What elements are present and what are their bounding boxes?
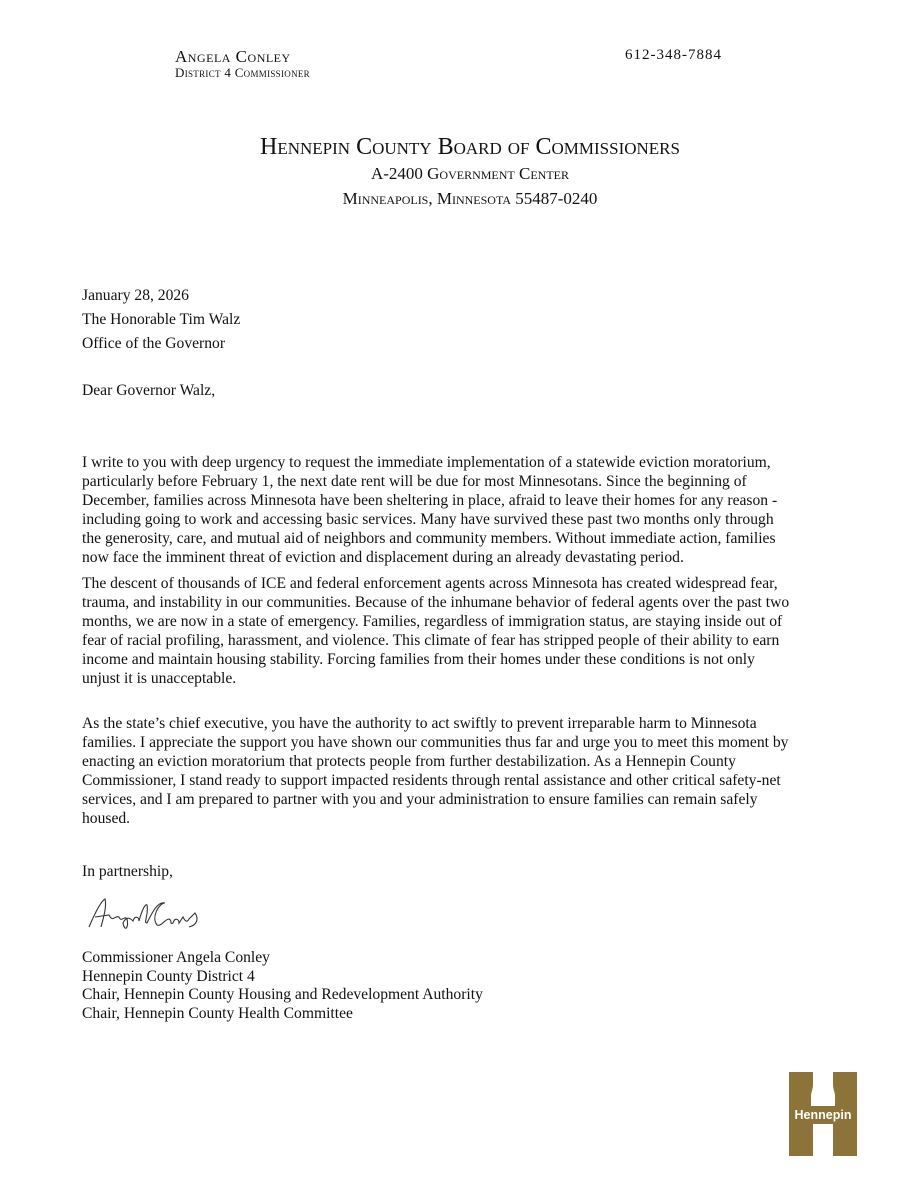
text-line: enacting an eviction moratorium that protects people from further destabilization. As a Hennepin County — [82, 753, 736, 770]
signature-block — [82, 949, 483, 1023]
address-line-1: A-2400 Government Center — [370, 164, 570, 183]
letter-date: January 28, 2026 — [82, 287, 189, 304]
text-line: now face the imminent threat of eviction and displacement during an already devastating period. — [82, 549, 684, 566]
signer-district: Hennepin County District 4 — [82, 967, 255, 985]
text-line: housed. — [82, 810, 131, 827]
greeting: Dear Governor Walz, — [82, 382, 216, 399]
signer-name: Commissioner Angela Conley — [82, 949, 270, 966]
text-line: The descent of thousands of ICE and federal enforcement agents across Minnesota has created widespread fear, — [82, 575, 778, 592]
handwritten-signature — [85, 893, 205, 938]
text-line: services, and I am prepared to partner with you and your administration to ensure families can remain safely — [82, 791, 758, 808]
text-line: families. I appreciate the support you have shown our communities thus far and urge you to meet this moment by — [82, 734, 789, 751]
address-line-2: Minneapolis, Minnesota 55487-0240 — [342, 189, 598, 208]
svg-text:Hennepin: Hennepin — [794, 1108, 852, 1122]
closing: In partnership, — [82, 863, 173, 880]
paragraph-1 — [82, 453, 777, 567]
paragraph-3 — [82, 714, 788, 828]
text-line: Commissioner, I stand ready to support impacted residents through rental assistance and other critical safety-net — [82, 772, 781, 789]
paragraph-2 — [82, 574, 789, 688]
text-line: the generosity, care, and mutual aid of neighbors and community members. Without immediate action, families — [82, 530, 776, 547]
commissioner-title: District 4 Commissioner — [175, 65, 310, 80]
text-line: including going to work and accessing basic services. Many have survived these past two months only through — [82, 511, 774, 528]
hennepin-logo — [789, 1072, 857, 1156]
text-line: December, families across Minnesota have been sheltering in place, afraid to leave their homes for any reason - — [82, 492, 778, 509]
text-line: As the state’s chief executive, you have the authority to act swiftly to prevent irreparable harm to Minnesota — [82, 715, 757, 732]
signer-role: Chair, Hennepin County Health Committee — [82, 1004, 353, 1022]
signer-role: Chair, Hennepin County Housing and Redevelopment Authority — [82, 986, 483, 1003]
recipient-office: Office of the Governor — [82, 335, 226, 352]
text-line: income and maintain housing stability. Forcing families from their homes under these conditions is not only — [82, 651, 755, 668]
recipient-name: The Honorable Tim Walz — [82, 311, 241, 328]
recipient-block — [82, 284, 240, 356]
text-line: fear of racial profiling, harassment, and violence. This climate of fear has stripped people of their ability to earn — [82, 632, 780, 649]
text-line: trauma, and instability in our communities. Because of the inhumane behavior of federal agents over the past two — [82, 594, 790, 611]
text-line: unjust it is unacceptable. — [82, 670, 237, 687]
text-line: particularly before February 1, the next date rent will be due for most Minnesotans. Since the beginning of — [82, 473, 747, 490]
phone-number: 612-348-7884 — [625, 47, 722, 63]
commissioner-name: Angela Conley — [175, 47, 291, 66]
text-line: I write to you with deep urgency to request the immediate implementation of a statewide eviction moratorium, — [82, 454, 771, 471]
text-line: months, we are now in a state of emergency. Families, regardless of immigration status, are staying inside out of — [82, 613, 783, 630]
organization-name: Hennepin County Board of Commissioners — [260, 134, 680, 160]
